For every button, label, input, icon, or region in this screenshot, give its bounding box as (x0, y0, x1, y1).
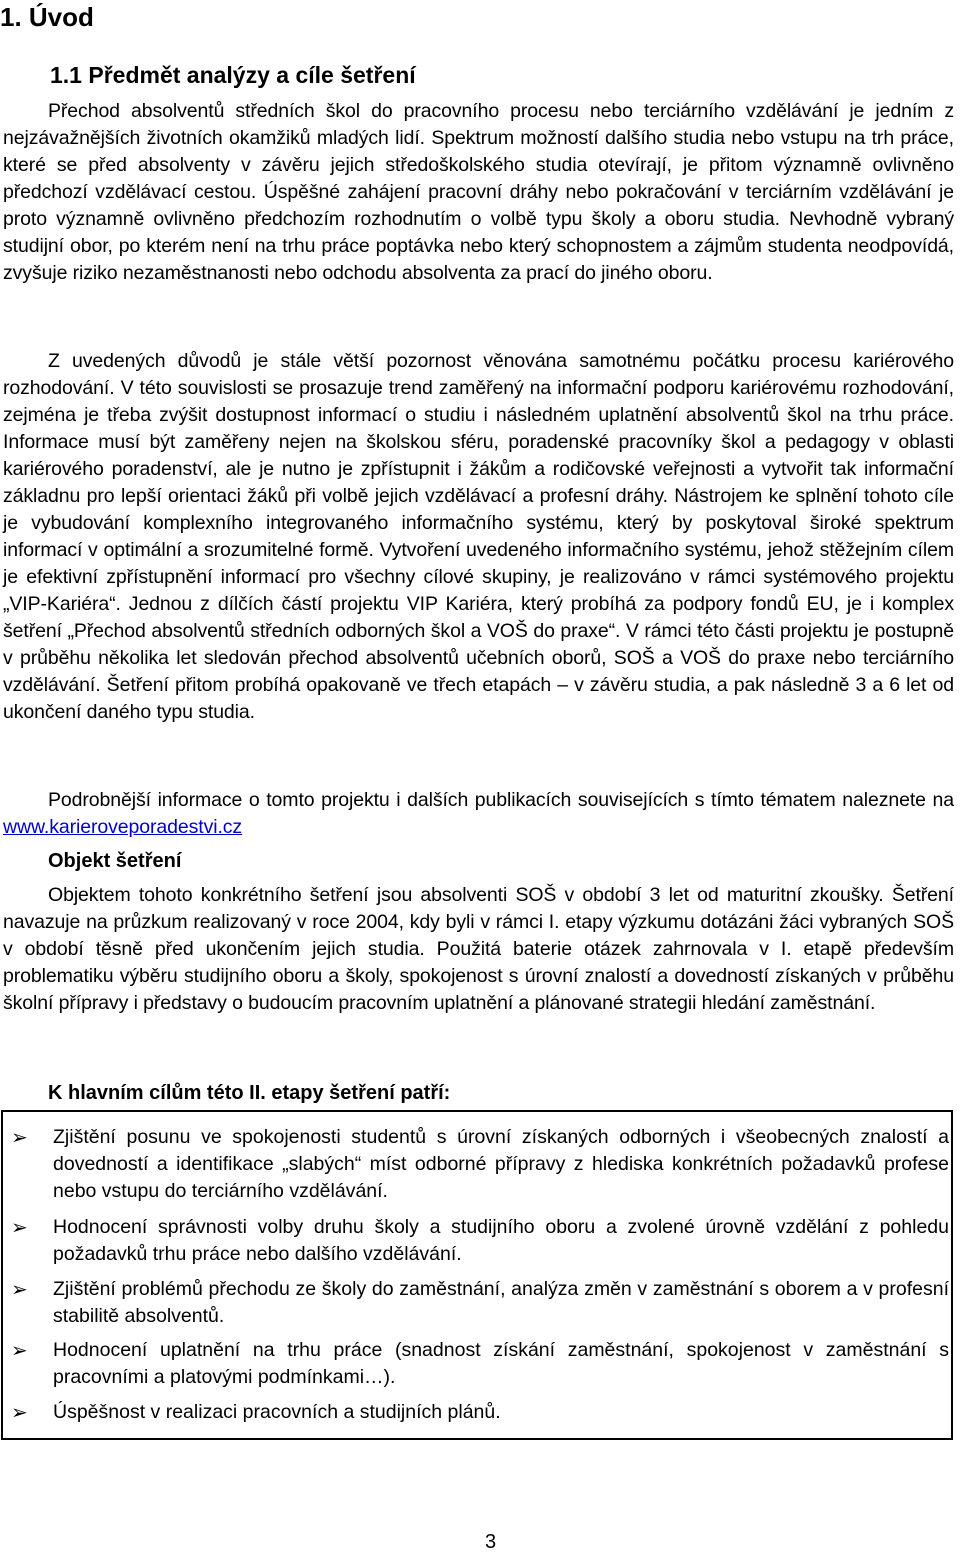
arrowhead-bullet-icon: ➢ (11, 1215, 28, 1239)
goal-item (11, 1276, 949, 1330)
chapter-heading: 1. Úvod (0, 2, 94, 32)
section-heading: 1.1 Předmět analýzy a cíle šetření (50, 62, 416, 88)
goal-text: Zjištění posunu ve spokojenosti studentů s úrovní získaných odborných i všeobecných znalostí a dovedností a identifikace „slabých“ míst odborné přípravy z hlediska konkrétních požadavků profese nebo vstupu do terciárního vzdělávání. (53, 1126, 949, 1202)
intro-paragraph: Přechod absolventů středních škol do pracovního procesu nebo terciárního vzdělávání je jedním z nejzávažnějších životních okamžiků mladých lidí. Spektrum možností dalšího studia nebo vstupu na trh práce, které se před absolventy v závěru jejich středoškolského studia otevírají, je přitom významně ovlivněno předchozí vzdělávací cestou. Úspěšné zahájení pracovní dráhy nebo pokračování v terciárním vzdělávání je proto významně ovlivněno předchozím rozhodnutím o volbě typu školy a oboru studia. Nevhodně vybraný studijní obor, po kterém není na trhu práce poptávka nebo který schopnostem a zájmům studenta neodpovídá, zvyšuje riziko nezaměstnanosti nebo odchodu absolventa za prací do jiného oboru. (3, 100, 954, 284)
page-number: 3 (485, 1531, 497, 1553)
arrowhead-bullet-icon: ➢ (11, 1400, 28, 1424)
goal-text: Hodnocení správnosti volby druhu školy a studijního oboru a zvolené úrovně vzdělání z pohledu požadavků trhu práce nebo dalšího vzdělávání. (53, 1216, 949, 1265)
website-link[interactable]: www.karieroveporadestvi.cz (3, 816, 243, 838)
context-paragraph: Z uvedených důvodů je stále větší pozornost věnována samotnému počátku procesu kariérového rozhodování. V této souvislosti se prosazuje trend zaměřený na informační podporu kariérovému rozhodování, zejména je třeba zvýšit dostupnost informací o studiu i následném uplatnění absolventů škol na trhu práce. Informace musí být zaměřeny nejen na školskou sféru, poradenské pracovníky škol a pedagogy v oblasti kariérového poradenství, ale je nutno je zpřístupnit i žákům a rodičovské veřejnosti a vytvořit tak informační základnu pro lepší orientaci žáků při volbě jejich vzdělávací a profesní dráhy. Nástrojem ke splnění tohoto cíle je vybudování komplexního integrovaného informačního systému, který by poskytoval široké spektrum informací v optimální a srozumitelné formě. Vytvoření uvedeného informačního systému, jehož stěžejním cílem je efektivní zpřístupnění informací pro všechny cílové skupiny, je realizováno v rámci systémového projektu „VIP-Kariéra“. Jednou z dílčích částí projektu VIP Kariéra, který probíhá za podpory fondů EU, je i komplex šetření „Přechod absolventů středních odborných škol a VOŠ do praxe“. V rámci této části projektu je postupně v průběhu několika let sledován přechod absolventů učebních oborů, SOŠ a VOŠ do praxe nebo terciárního vzdělávání. Šetření přitom probíhá opakovaně ve třech etapách – v závěru studia, a pak následně 3 a 6 let od ukončení daného typu studia. (3, 350, 954, 723)
goal-item (11, 1337, 949, 1391)
objekt-heading: Objekt šetření (48, 850, 182, 872)
arrowhead-bullet-icon: ➢ (11, 1338, 28, 1362)
goals-heading: K hlavním cílům této II. etapy šetření patří: (48, 1082, 451, 1104)
goal-item (11, 1399, 949, 1426)
objekt-paragraph: Objektem tohoto konkrétního šetření jsou absolventi SOŠ v období 3 let od maturitní zkoušky. Šetření navazuje na průzkum realizovaný v roce 2004, kdy byli v rámci I. etapy výzkumu dotázáni žáci vybraných SOŠ v období těsně před ukončením jejich studia. Použitá baterie otázek zahrnovala v I. etapě především problematiku výběru studijního oboru a školy, spokojenost s úrovní znalostí a dovedností získaných v průběhu školní přípravy i představy o budoucím pracovním uplatnění a plánované strategii hledání zaměstnání. (3, 884, 954, 1014)
goal-text: Hodnocení uplatnění na trhu práce (snadnost získání zaměstnání, spokojenost v zaměstnání s pracovními a platovými podmínkami…). (53, 1339, 949, 1388)
goals-box (1, 1110, 953, 1440)
goal-item (11, 1124, 949, 1205)
info-text: Podrobnější informace o tomto projektu i dalších publikacích souvisejících s tímto tématem naleznete na (48, 789, 954, 811)
arrowhead-bullet-icon: ➢ (11, 1125, 28, 1149)
goal-text: Zjištění problémů přechodu ze školy do zaměstnání, analýza změn v zaměstnání s oborem a v profesní stabilitě absolventů. (53, 1278, 949, 1327)
arrowhead-bullet-icon: ➢ (11, 1277, 28, 1301)
goal-item (11, 1214, 949, 1268)
info-paragraph (3, 787, 954, 841)
goal-text: Úspěšnost v realizaci pracovních a studijních plánů. (53, 1401, 501, 1423)
